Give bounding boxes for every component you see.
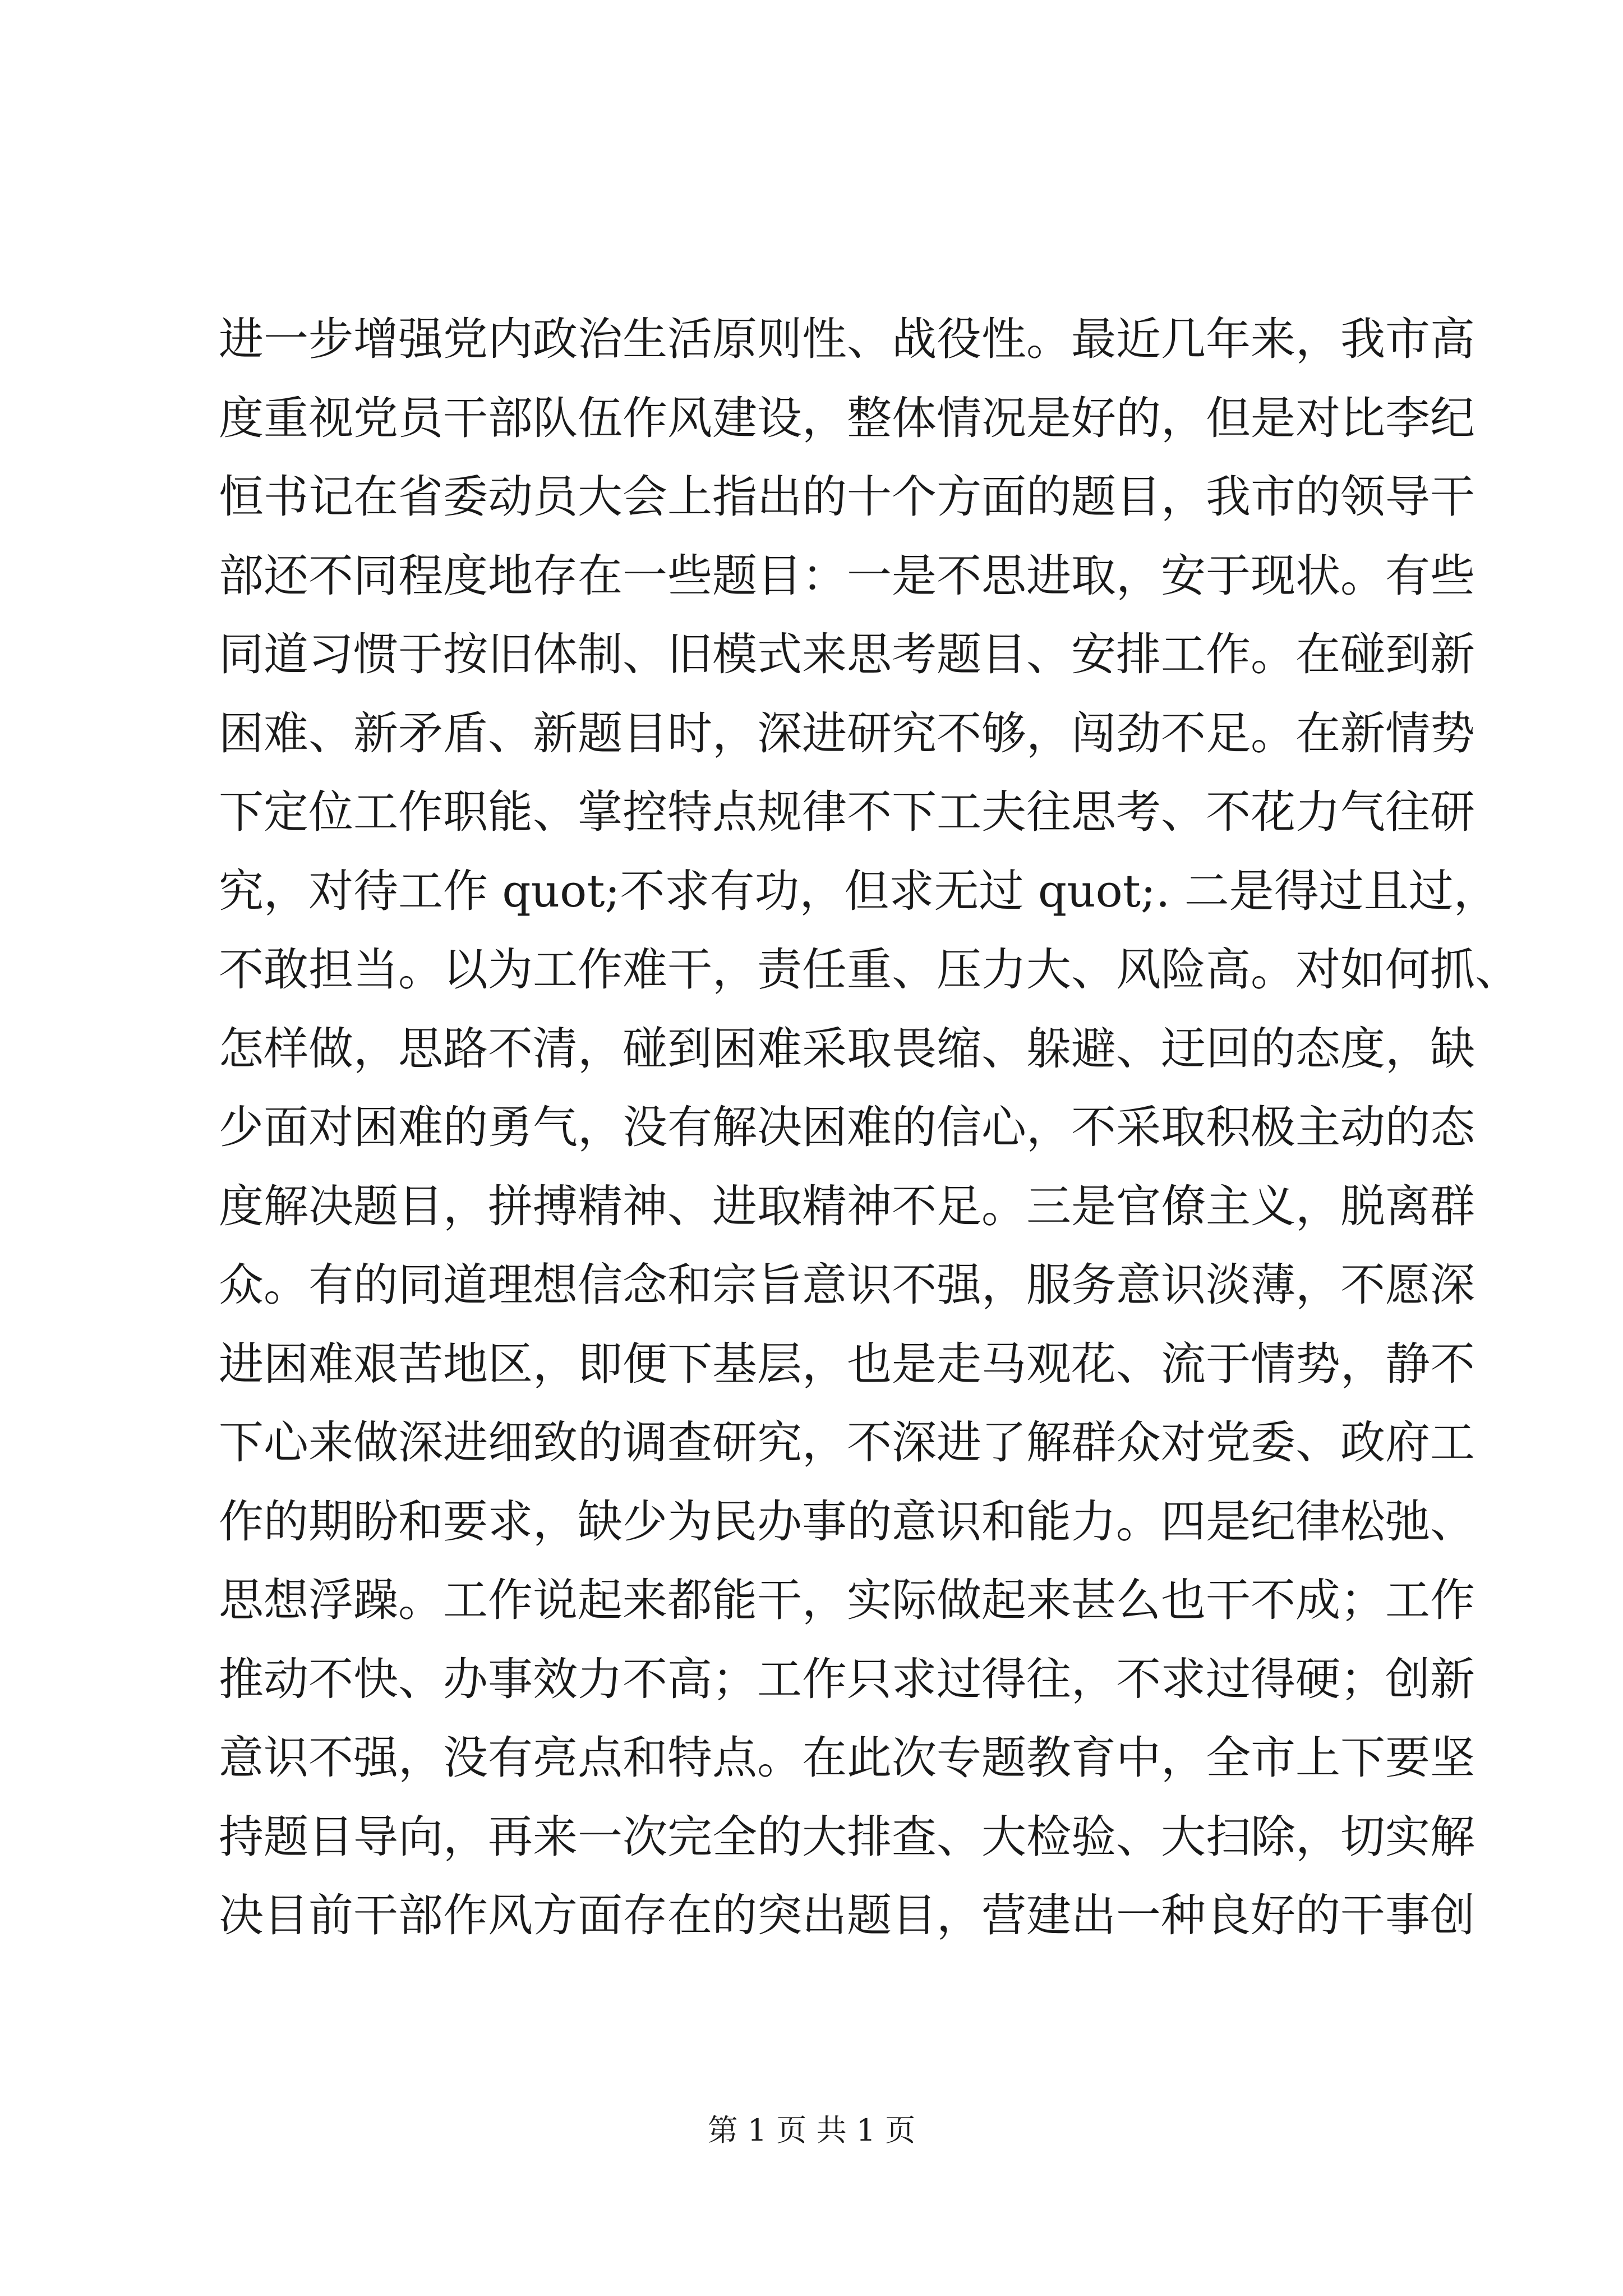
text-line: 困难、新矛盾、新题目时，深进研究不够，闯劲不足。在新情势 — [219, 707, 1475, 760]
text-line: 推动不快、办事效力不高；工作只求过得往，不求过得硬；创新 — [219, 1653, 1475, 1705]
text-line: 下心来做深进细致的调查研究，不深进了解群众对党委、政府工 — [219, 1416, 1475, 1469]
page-footer — [0, 2106, 1623, 2150]
text-line: 度重视党员干部队伍作风建设，整体情况是好的，但是对比李纪 — [219, 392, 1475, 444]
text-line: 同道习惯于按旧体制、旧模式来思考题目、安排工作。在碰到新 — [219, 628, 1475, 680]
page-number-label: 第 1 页 共 1 页 — [707, 2113, 916, 2148]
text-line: 思想浮躁。工作说起来都能干，实际做起来甚么也干不成；工作 — [219, 1574, 1475, 1626]
text-line: 少面对困难的勇气，没有解决困难的信心，不采取积极主动的态 — [219, 1101, 1475, 1153]
text-line: 恒书记在省委动员大会上指出的十个方面的题目，我市的领导干 — [219, 471, 1475, 523]
text-line: 进一步增强党内政治生活原则性、战役性。最近几年来，我市高 — [219, 313, 1475, 365]
text-line: 决目前干部作风方面存在的突出题目，营建出一种良好的干事创 — [219, 1889, 1475, 1941]
text-line: 究，对待工作 quot;不求有功，但求无过 quot;. 二是得过且过， — [219, 864, 1498, 917]
text-line: 众。有的同道理想信念和宗旨意识不强，服务意识淡薄，不愿深 — [219, 1259, 1475, 1311]
text-line: 持题目导向，再来一次完全的大排查、大检验、大扫除，切实解 — [219, 1810, 1475, 1863]
body-paragraph — [219, 300, 1520, 1955]
text-line: 怎样做，思路不清，碰到困难采取畏缩、躲避、迂回的态度，缺 — [219, 1022, 1475, 1075]
text-line: 不敢担当。以为工作难干，责任重、压力大、风险高。对如何抓、 — [219, 944, 1520, 996]
text-line: 下定位工作职能、掌控特点规律不下工夫往思考、不花力气往研 — [219, 786, 1475, 838]
text-line: 度解决题目，拼搏精神、进取精神不足。三是官僚主义，脱离群 — [219, 1180, 1475, 1232]
text-line: 作的期盼和要求，缺少为民办事的意识和能力。四是纪律松弛、 — [219, 1495, 1475, 1548]
text-line: 进困难艰苦地区，即便下基层，也是走马观花、流于情势，静不 — [219, 1337, 1475, 1390]
text-line: 部还不同程度地存在一些题目：一是不思进取，安于现状。有些 — [219, 549, 1475, 602]
text-line: 意识不强，没有亮点和特点。在此次专题教育中，全市上下要坚 — [219, 1732, 1475, 1784]
